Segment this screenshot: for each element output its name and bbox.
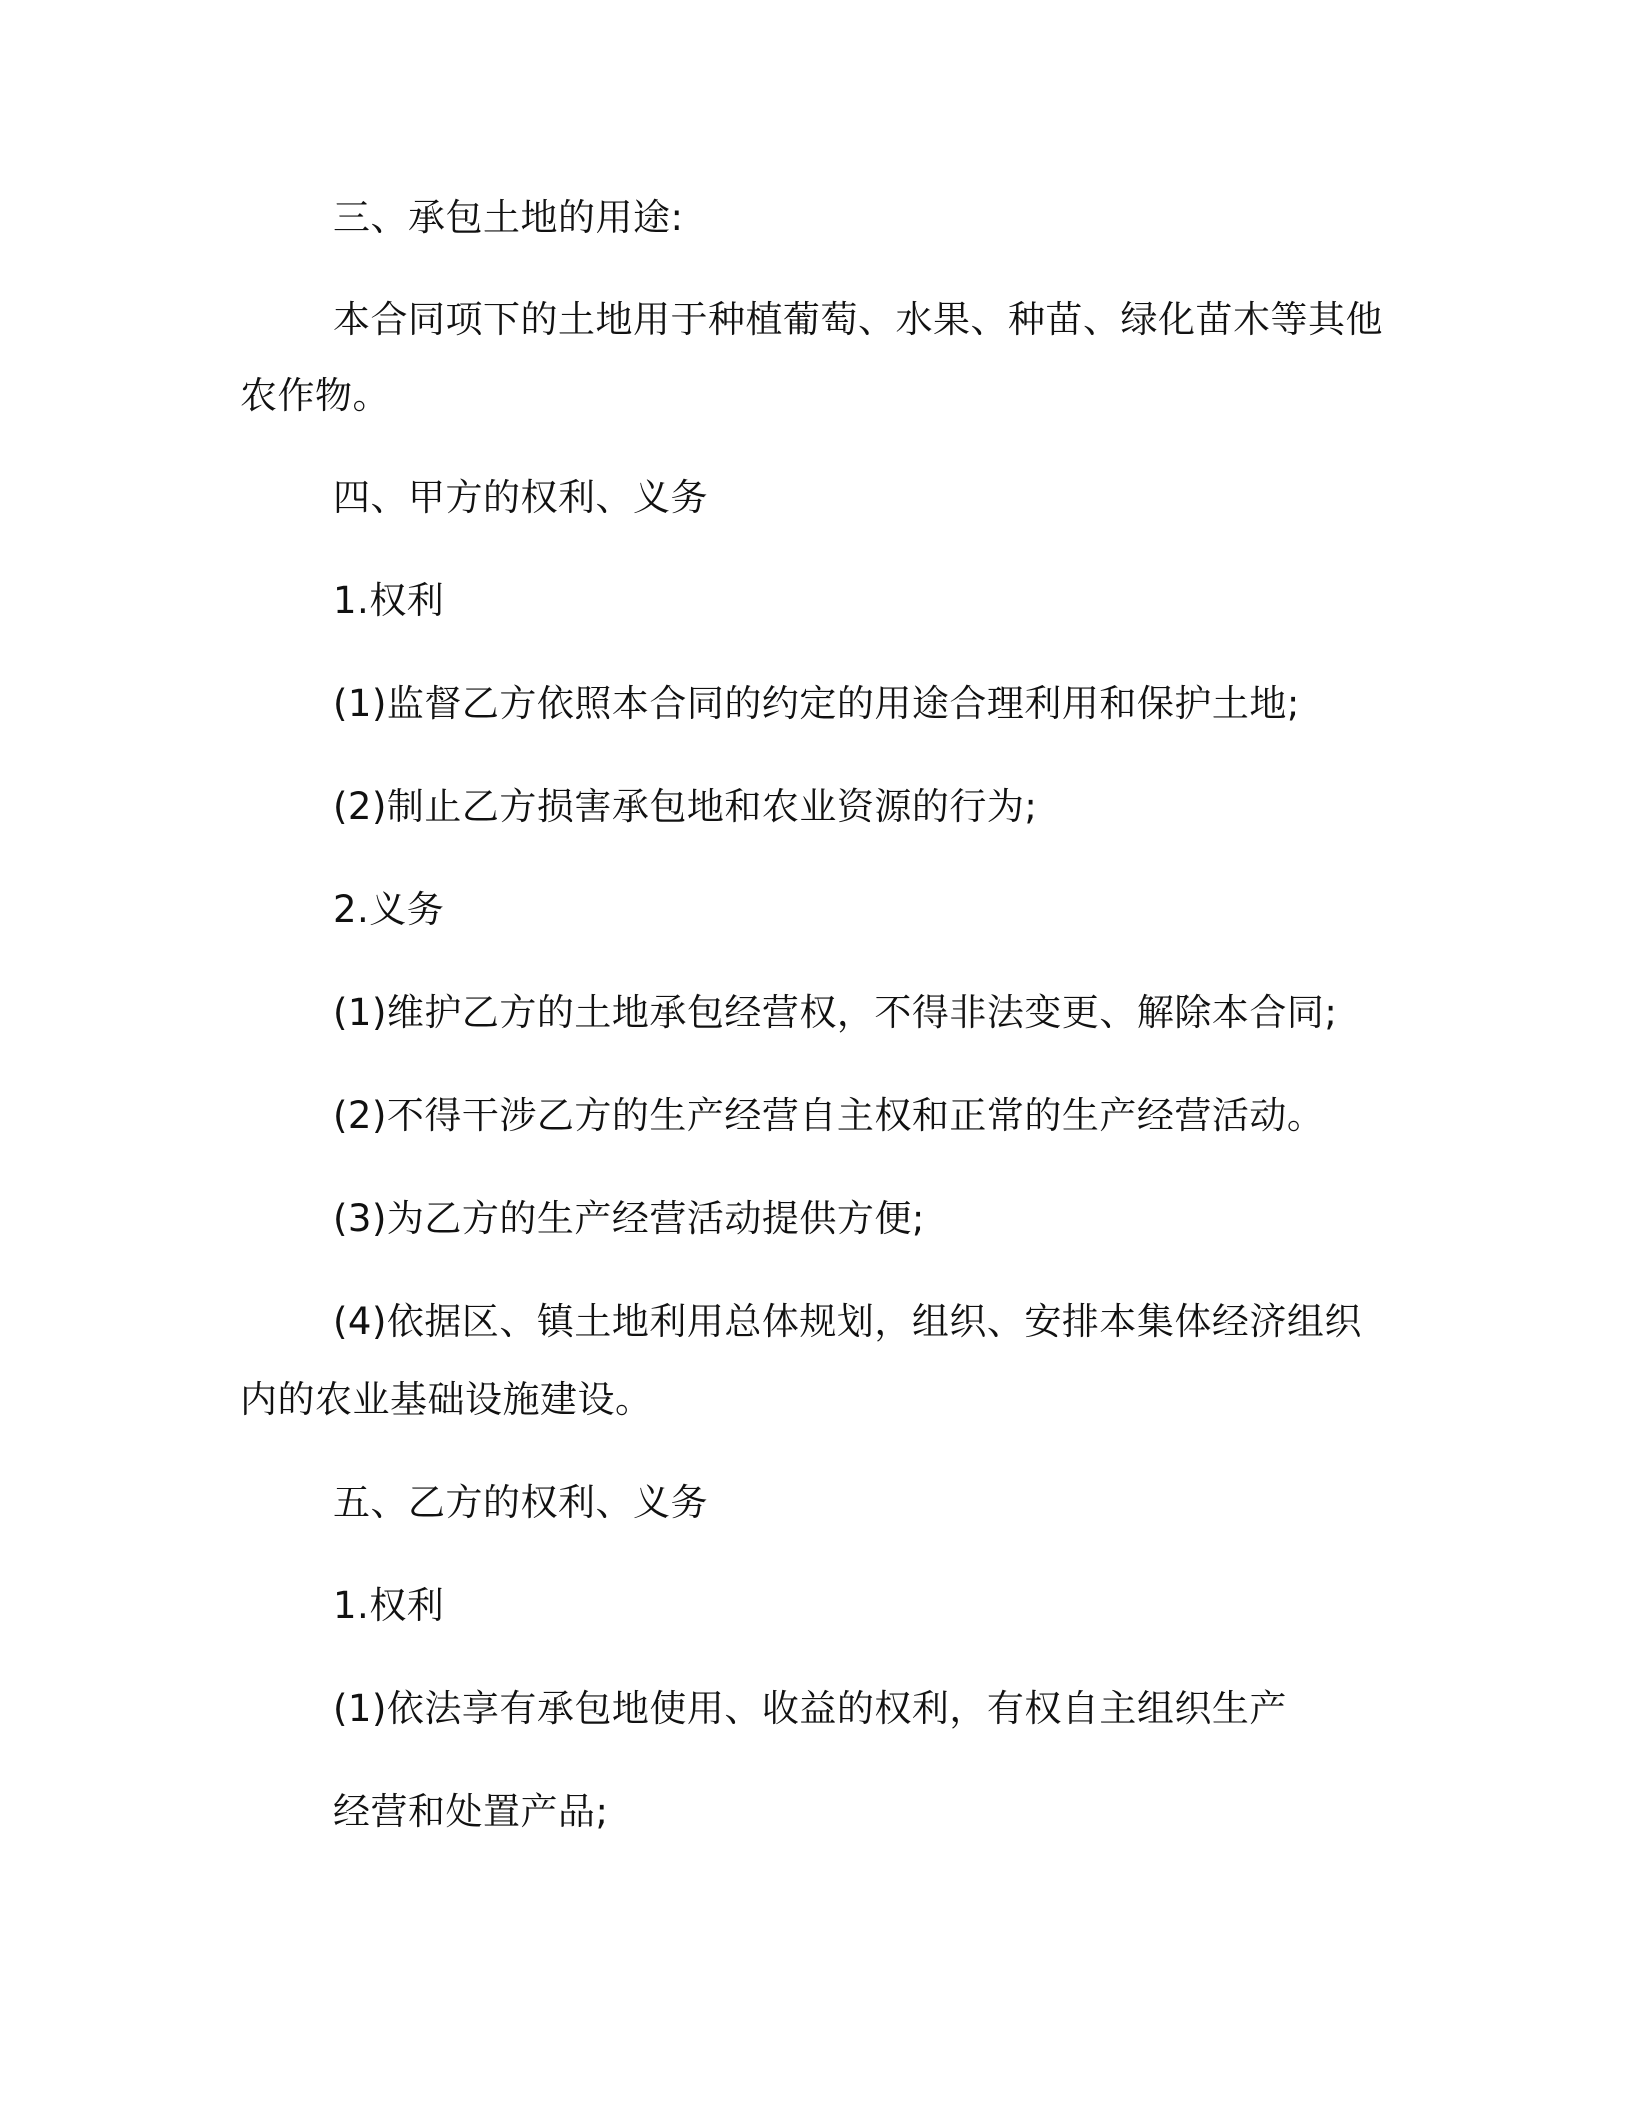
party-a-duty-4-line-1: (4)依据区、镇土地利用总体规划，组织、安排本集体经济组织 [333, 1300, 1362, 1343]
section-4-heading: 四、甲方的权利、义务 [333, 476, 708, 519]
section-5-heading: 五、乙方的权利、义务 [333, 1481, 708, 1524]
party-b-right-1-line-2: 经营和处置产品; [333, 1790, 609, 1833]
party-b-rights-heading: 1.权利 [333, 1584, 445, 1627]
party-a-right-2: (2)制止乙方损害承包地和农业资源的行为; [333, 785, 1038, 828]
section-3-body-line-2: 农作物。 [240, 374, 390, 417]
party-a-duty-2: (2)不得干涉乙方的生产经营自主权和正常的生产经营活动。 [333, 1094, 1325, 1137]
section-3-body-line-1: 本合同项下的土地用于种植葡萄、水果、种苗、绿化苗木等其他 [333, 298, 1383, 341]
party-b-right-1-line-1: (1)依法享有承包地使用、收益的权利，有权自主组织生产 [333, 1687, 1287, 1730]
party-a-duty-3: (3)为乙方的生产经营活动提供方便; [333, 1197, 925, 1240]
party-a-rights-heading: 1.权利 [333, 579, 445, 622]
party-a-duties-heading: 2.义务 [333, 888, 445, 931]
party-a-duty-1: (1)维护乙方的土地承包经营权，不得非法变更、解除本合同; [333, 991, 1338, 1034]
party-a-duty-4-line-2: 内的农业基础设施建设。 [240, 1378, 653, 1421]
party-a-right-1: (1)监督乙方依照本合同的约定的用途合理利用和保护土地; [333, 682, 1300, 725]
section-3-heading: 三、承包土地的用途: [333, 196, 684, 239]
